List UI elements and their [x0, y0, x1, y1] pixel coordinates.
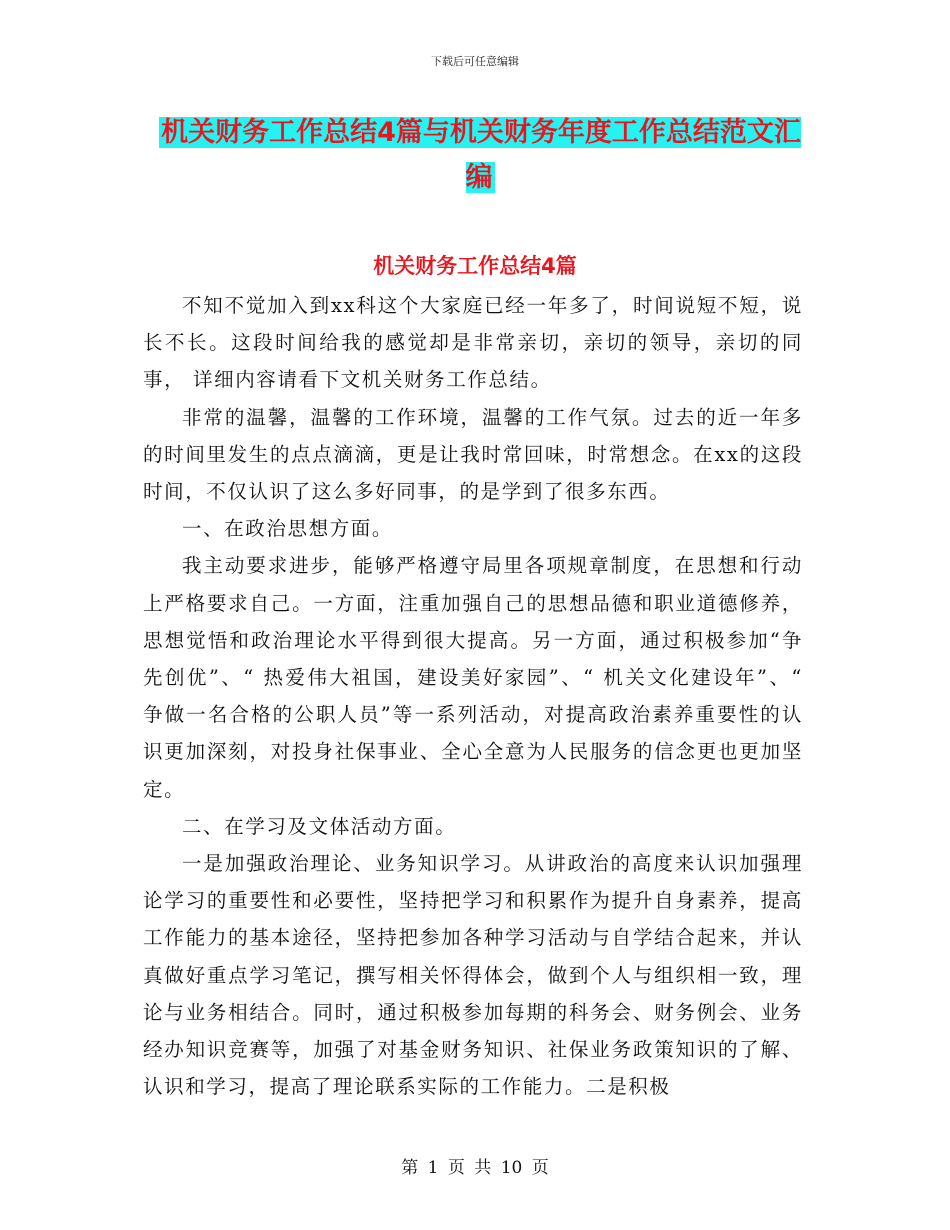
document-title-text: 机关财务工作总结4篇与机关财务年度工作总结范文汇编	[161, 117, 801, 193]
document-title	[150, 110, 810, 200]
header-note: 下载后可任意编辑	[431, 55, 519, 68]
paragraph-3: 一、在政治思想方面。	[182, 517, 394, 541]
paragraph-4: 我主动要求进步，能够严格遵守局里各项规章制度，在思想和行动上严格要求自己。一方面，注重加强自己的思想品德和职业道德修养，思想觉悟和政治理论水平得到很大提高。另一方面，通过积极参加“争先创优”、“ 热爱伟大祖国，建设美好家园”、“ 机关文化建设年”、“ 争做一名合格的公职人员”等一系列活动，对提高政治素养重要性的认识更加深刻，对投身社保事业、全心全意为人民服务的信念更也更加坚定。	[143, 554, 803, 801]
paragraph-5: 二、在学习及文体活动方面。	[182, 814, 457, 838]
section-title: 机关财务工作总结4篇	[373, 254, 577, 278]
page-footer: 第 1 页 共 10 页	[401, 1158, 549, 1178]
paragraph-6: 一是加强政治理论、业务知识学习。从讲政治的高度来认识加强理论学习的重要性和必要性，坚持把学习和积累作为提升自身素养，提高工作能力的基本途径，坚持把参加各种学习活动与自学结合起来，并认真做好重点学习笔记，撰写相关怀得体会，做到个人与组织相一致，理论与业务相结合。同时，通过积极参加每期的科务会、财务例会、业务经办知识竞赛等，加强了对基金财务知识、社保业务政策知识的了解、认识和学习，提高了理论联系实际的工作能力。二是积极	[143, 852, 803, 1099]
paragraph-1: 不知不觉加入到xx科这个大家庭已经一年多了，时间说短不短，说长不长。这段时间给我的感觉却是非常亲切，亲切的领导，亲切的同事， 详细内容请看下文机关财务工作总结。	[143, 294, 803, 392]
paragraph-2: 非常的温馨，温馨的工作环境，温馨的工作气氛。过去的近一年多的时间里发生的点点滴滴，更是让我时常回味，时常想念。在xx的这段时间，不仅认识了这么多好同事，的是学到了很多东西。	[143, 405, 803, 504]
body-text	[143, 287, 803, 1105]
